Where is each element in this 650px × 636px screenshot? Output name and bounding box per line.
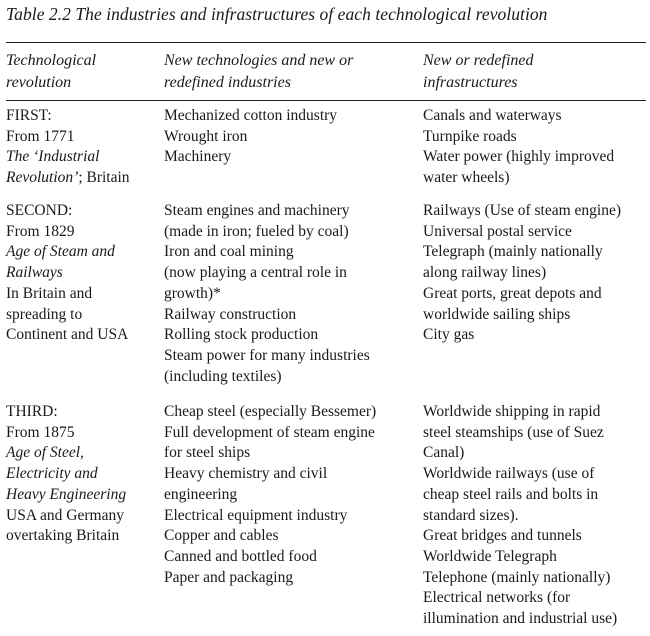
infrastructure-item: Universal postal service	[423, 222, 572, 240]
header-text: infrastructures	[423, 73, 518, 91]
infrastructure-item: Great ports, great depots and	[423, 284, 602, 302]
revolution-region: USA and Germany	[6, 506, 124, 524]
infrastructure-item: standard sizes).	[423, 506, 519, 524]
industry-item: Steam power for many industries	[164, 346, 370, 364]
revolution-start-year: From 1829	[6, 222, 75, 240]
industry-item: for steel ships	[164, 444, 251, 462]
revolution-region: spreading to	[6, 305, 83, 323]
industry-item: Iron and coal mining	[164, 243, 294, 261]
row-second-infrastructures-cell	[423, 201, 621, 346]
infrastructure-item: Turnpike roads	[423, 127, 517, 145]
header-text: Technological	[6, 52, 97, 69]
infrastructure-item: Canal)	[423, 444, 465, 462]
row-first-infrastructures-cell	[423, 106, 614, 189]
header-text: revolution	[6, 73, 72, 91]
industry-item: (now playing a central role in	[164, 264, 347, 282]
header-text: New or redefined	[423, 52, 534, 69]
infrastructure-item: Canals and waterways	[423, 107, 562, 124]
revolution-name: Age of Steel,	[6, 444, 84, 462]
revolution-name: Heavy Engineering	[6, 485, 127, 503]
table-header-rule	[6, 100, 646, 101]
infrastructure-item: Worldwide shipping in rapid	[423, 403, 601, 420]
revolution-region: overtaking Britain	[6, 527, 120, 545]
row-second-revolution-cell	[6, 201, 128, 346]
industry-item: Cheap steel (especially Bessemer)	[164, 403, 377, 420]
infrastructure-item: Telephone (mainly nationally)	[423, 568, 611, 586]
row-third-infrastructures-cell	[423, 402, 617, 630]
industry-item: Heavy chemistry and civil	[164, 465, 328, 483]
industry-item: engineering	[164, 485, 238, 503]
revolution-start-year: From 1771	[6, 127, 75, 145]
industry-item: Electrical equipment industry	[164, 506, 348, 524]
revolution-region: ; Britain	[78, 169, 130, 187]
infrastructure-item: Electrical networks (for	[423, 589, 571, 607]
row-first-industries-cell	[164, 106, 337, 168]
revolution-region: Continent and USA	[6, 326, 129, 344]
infrastructure-item: Great bridges and tunnels	[423, 527, 582, 545]
infrastructure-item: Water power (highly improved	[423, 148, 615, 166]
industry-item: Full development of steam engine	[164, 423, 375, 441]
revolution-name-line	[6, 168, 130, 189]
industry-item: Canned and bottled food	[164, 547, 317, 565]
infrastructure-item: City gas	[423, 326, 475, 344]
industry-item: (made in iron; fueled by coal)	[164, 222, 349, 240]
infrastructure-item: along railway lines)	[423, 264, 547, 282]
header-technological-revolution	[6, 50, 96, 93]
industry-item: growth)*	[164, 284, 221, 302]
industry-item: Steam engines and machinery	[164, 202, 350, 219]
revolution-start-year: From 1875	[6, 423, 75, 441]
infrastructure-item: Worldwide Telegraph	[423, 547, 557, 565]
revolution-name: Revolution’	[6, 169, 79, 187]
industry-item: Machinery	[164, 148, 232, 166]
industry-item: Mechanized cotton industry	[164, 107, 338, 124]
industry-item: Rolling stock production	[164, 326, 319, 344]
header-infrastructures	[423, 50, 534, 93]
industry-item: (including textiles)	[164, 367, 282, 385]
header-text: redefined industries	[164, 73, 291, 91]
revolution-name: Age of Steam and	[6, 243, 115, 261]
infrastructure-item: steel steamships (use of Suez	[423, 423, 604, 441]
table-top-rule	[6, 42, 646, 43]
revolution-ordinal: THIRD:	[6, 403, 58, 420]
industry-item: Wrought iron	[164, 127, 248, 145]
header-new-technologies	[164, 50, 353, 93]
industry-item: Paper and packaging	[164, 568, 294, 586]
revolution-name: The ‘Industrial	[6, 148, 100, 166]
table-caption: Table 2.2 The industries and infrastructures of each technological revolution	[6, 4, 548, 24]
row-third-revolution-cell	[6, 402, 126, 547]
row-first-revolution-cell	[6, 106, 130, 189]
infrastructure-item: Telegraph (mainly nationally	[423, 243, 603, 261]
industry-item: Copper and cables	[164, 527, 279, 545]
infrastructure-item: worldwide sailing ships	[423, 305, 571, 323]
revolution-name: Railways	[6, 264, 63, 282]
infrastructure-item: illumination and industrial use)	[423, 610, 618, 628]
industry-item: Railway construction	[164, 305, 297, 323]
infrastructure-item: Railways (Use of steam engine)	[423, 202, 621, 219]
infrastructure-item: Worldwide railways (use of	[423, 465, 595, 483]
revolution-name: Electricity and	[6, 465, 98, 483]
header-text: New technologies and new or	[164, 52, 354, 69]
revolution-ordinal: SECOND:	[6, 202, 73, 219]
infrastructure-item: cheap steel rails and bolts in	[423, 485, 599, 503]
row-second-industries-cell	[164, 201, 370, 387]
infrastructure-item: water wheels)	[423, 169, 510, 187]
row-third-industries-cell	[164, 402, 376, 588]
revolution-ordinal: FIRST:	[6, 107, 52, 124]
revolution-region: In Britain and	[6, 284, 93, 302]
